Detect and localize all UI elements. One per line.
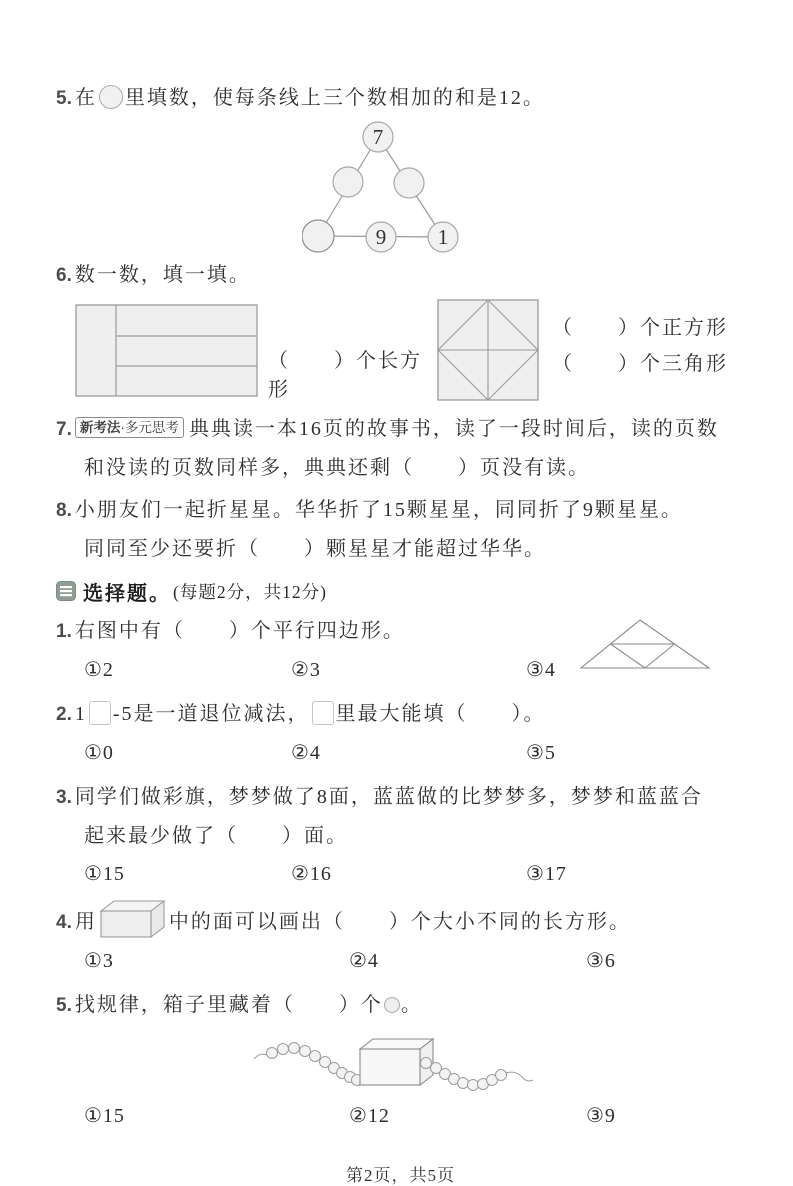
question-5 (56, 82, 745, 259)
question-text: 小朋友们一起折星星。华华折了15颗星星，同同折了9颗星星。 (74, 499, 683, 521)
divided-square-diagram (436, 298, 540, 402)
question-number: 5. (56, 995, 72, 1016)
question-text: 在 (74, 87, 97, 109)
blank-box-icon (89, 701, 111, 725)
question-number: 3. (56, 787, 72, 808)
choice-4-text (56, 899, 745, 942)
option-3: ③9 (586, 1105, 616, 1127)
triangle-count-label: （ ）个三角形 (552, 353, 728, 375)
question-6 (56, 259, 745, 410)
choice-2-text (56, 695, 745, 734)
new-method-badge (75, 417, 184, 438)
badge-bold-text: 新考法 (79, 420, 121, 435)
question-8-line2: 同同至少还要折（ ）颗星星才能超过华华。 (84, 538, 546, 560)
question-text: 同学们做彩旗，梦梦做了8面，蓝蓝做的比梦梦多，梦梦和蓝蓝合 (74, 786, 703, 808)
option-2: ②3 (291, 659, 321, 681)
square-triangle-count-labels (552, 310, 728, 410)
option-2: ②4 (291, 742, 321, 764)
question-number: 6. (56, 265, 72, 286)
question-text: 里填数，使每条线上三个数相加的和是12。 (124, 87, 545, 109)
question-number: 7. (56, 419, 72, 440)
option-3: ③5 (526, 742, 556, 764)
choice-5-options (56, 1097, 745, 1135)
blank-circle-icon (99, 85, 123, 109)
option-1: ①15 (84, 863, 125, 885)
option-2: ②4 (349, 950, 379, 972)
question-7 (56, 410, 745, 487)
option-3: ③17 (526, 863, 567, 885)
question-7-line1 (56, 410, 745, 449)
number-triangle-diagram (302, 119, 745, 259)
question-5-text (56, 82, 745, 115)
bead-circle-icon (384, 997, 400, 1013)
section-score-note: (每题2分，共12分) (173, 581, 327, 602)
option-3: ③4 (526, 659, 556, 681)
question-8-line1 (56, 491, 745, 530)
choice-3-line2: 起来最少做了（ ）面。 (84, 825, 348, 847)
page-footer: 第2页，共5页 (346, 1166, 455, 1185)
option-2: ②12 (349, 1105, 390, 1127)
triangle-value-bottom-right: 1 (437, 225, 449, 249)
choice-2-options (56, 734, 745, 772)
triangle-value-bottom-mid: 9 (375, 225, 387, 249)
blank-box-icon (312, 701, 334, 725)
question-text: 用 (74, 911, 97, 933)
question-text: 。 (400, 994, 423, 1016)
question-text: 中的面可以画出（ ）个大小不同的长方形。 (168, 911, 631, 933)
choice-question-4 (56, 899, 745, 980)
question-number: 4. (56, 912, 72, 933)
section-title: 选择题。 (83, 582, 171, 605)
square-count-label: （ ）个正方形 (552, 317, 728, 339)
question-text: 里最大能填（ ）。 (335, 703, 546, 725)
question-text: 典典读一本16页的故事书，读了一段时间后，读的页数 (188, 418, 719, 440)
list-icon (56, 581, 76, 601)
choice-question-1 (56, 612, 745, 689)
choice-question-5 (56, 986, 745, 1135)
question-text: -5是一道退位减法， (112, 703, 310, 725)
question-text: 数一数，填一填。 (74, 264, 251, 286)
choice-4-options (56, 942, 745, 980)
question-8 (56, 491, 745, 568)
choice-question-3 (56, 778, 745, 893)
question-7-line2: 和没读的页数同样多，典典还剩（ ）页没有读。 (84, 457, 590, 479)
choice-question-2 (56, 695, 745, 772)
beads-box-diagram (248, 1027, 745, 1097)
triangle-value-top: 7 (372, 125, 384, 149)
question-number: 5. (56, 88, 72, 109)
divided-rectangle-diagram (75, 304, 258, 397)
subdivided-triangle-figure (579, 618, 711, 672)
choice-3-line1 (56, 778, 745, 817)
option-3: ③6 (586, 950, 616, 972)
question-number: 2. (56, 704, 72, 725)
rectangle-count-label: （ ）个长方形 (268, 350, 422, 401)
question-text: 1 (74, 703, 87, 725)
question-6-text (56, 259, 745, 292)
question-text: 右图中有（ ）个平行四边形。 (74, 620, 405, 642)
question-number: 1. (56, 621, 72, 642)
cuboid-icon (99, 899, 167, 939)
question-text: 找规律，箱子里藏着（ ）个 (74, 994, 383, 1016)
option-1: ①3 (84, 950, 114, 972)
shape-counting-diagrams (56, 296, 745, 410)
choice-section-header (56, 576, 745, 606)
choice-5-text (56, 986, 745, 1025)
option-1: ①0 (84, 742, 114, 764)
choice-3-options (56, 855, 745, 893)
option-1: ①2 (84, 659, 114, 681)
question-number: 8. (56, 500, 72, 521)
option-1: ①15 (84, 1105, 125, 1127)
option-2: ②16 (291, 863, 332, 885)
badge-rest-text: ·多元思考 (120, 420, 179, 435)
